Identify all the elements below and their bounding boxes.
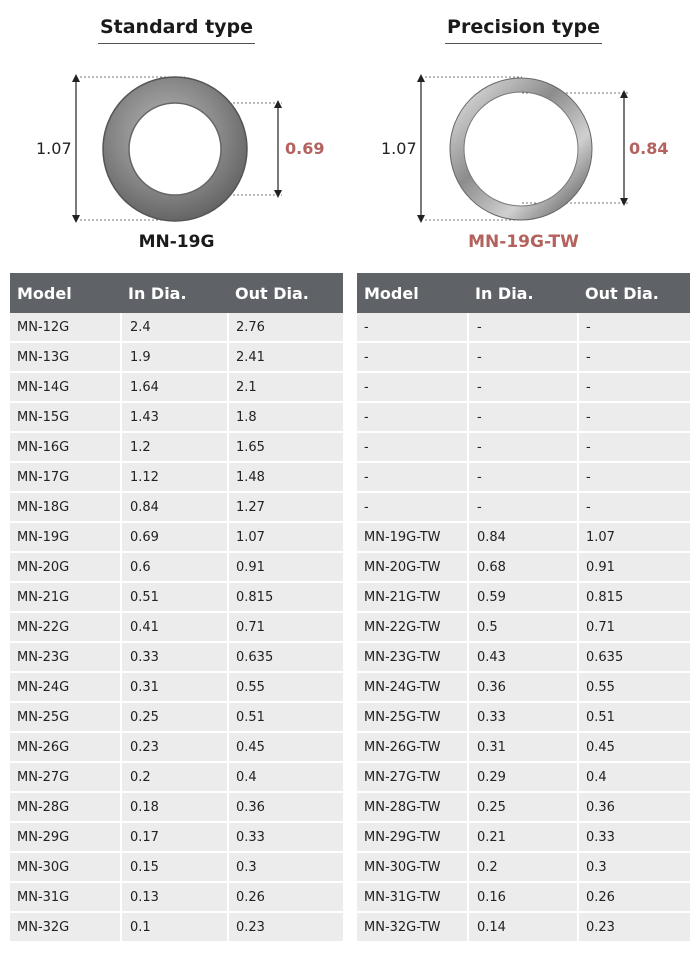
cell-in-dia: 1.2: [121, 432, 228, 462]
cell-model: MN-27G: [10, 762, 121, 792]
cell-model: MN-31G: [10, 882, 121, 912]
cell-model: MN-30G-TW: [357, 852, 468, 882]
precision-washer-figure: [357, 60, 690, 235]
header-out-dia: Out Dia.: [228, 273, 343, 313]
cell-out-dia: 0.36: [578, 792, 690, 822]
table-row: [357, 612, 690, 642]
cell-in-dia: 2.4: [121, 313, 228, 342]
table-row: [357, 372, 690, 402]
cell-in-dia: 0.25: [468, 792, 578, 822]
cell-model: MN-26G: [10, 732, 121, 762]
cell-model: MN-12G: [10, 313, 121, 342]
table-row: [10, 402, 343, 432]
cell-model: MN-18G: [10, 492, 121, 522]
standard-washer-figure: [10, 60, 343, 235]
cell-model: MN-27G-TW: [357, 762, 468, 792]
cell-out-dia: -: [578, 372, 690, 402]
table-row: [357, 432, 690, 462]
cell-in-dia: 0.43: [468, 642, 578, 672]
cell-out-dia: 0.71: [228, 612, 343, 642]
cell-out-dia: 1.27: [228, 492, 343, 522]
cell-model: MN-29G-TW: [357, 822, 468, 852]
cell-out-dia: 0.55: [578, 672, 690, 702]
cell-in-dia: 0.31: [468, 732, 578, 762]
cell-out-dia: 0.55: [228, 672, 343, 702]
cell-model: MN-15G: [10, 402, 121, 432]
cell-in-dia: 0.21: [468, 822, 578, 852]
cell-in-dia: 0.15: [121, 852, 228, 882]
cell-model: MN-17G: [10, 462, 121, 492]
precision-spec-table: [357, 273, 690, 943]
table-row: [357, 552, 690, 582]
cell-model: MN-20G: [10, 552, 121, 582]
cell-out-dia: 2.41: [228, 342, 343, 372]
cell-model: MN-31G-TW: [357, 882, 468, 912]
cell-out-dia: 2.76: [228, 313, 343, 342]
cell-in-dia: -: [468, 372, 578, 402]
cell-out-dia: 0.26: [578, 882, 690, 912]
header-in-dia: In Dia.: [468, 273, 578, 313]
cell-in-dia: 0.2: [121, 762, 228, 792]
cell-out-dia: 0.91: [578, 552, 690, 582]
cell-model: MN-23G-TW: [357, 642, 468, 672]
table-row: [357, 462, 690, 492]
cell-in-dia: 0.16: [468, 882, 578, 912]
cell-model: MN-14G: [10, 372, 121, 402]
standard-type-title: Standard type: [10, 16, 343, 44]
table-row: [357, 852, 690, 882]
precision-type-title: Precision type: [357, 16, 690, 44]
outer-diameter-label: 1.07: [381, 139, 417, 158]
cell-in-dia: 0.84: [121, 492, 228, 522]
cell-model: MN-19G-TW: [357, 522, 468, 552]
cell-model: MN-22G: [10, 612, 121, 642]
cell-out-dia: 0.4: [578, 762, 690, 792]
table-row: [357, 792, 690, 822]
table-row: [10, 672, 343, 702]
table-row: [10, 552, 343, 582]
outer-diameter-label: 1.07: [36, 139, 72, 158]
cell-out-dia: 0.33: [578, 822, 690, 852]
table-row: [357, 912, 690, 942]
table-header-row: [357, 273, 690, 313]
table-header-row: [10, 273, 343, 313]
table-row: [10, 912, 343, 942]
cell-model: MN-25G-TW: [357, 702, 468, 732]
cell-out-dia: 0.3: [578, 852, 690, 882]
cell-in-dia: -: [468, 342, 578, 372]
cell-out-dia: 0.815: [578, 582, 690, 612]
cell-model: -: [357, 372, 468, 402]
cell-model: -: [357, 462, 468, 492]
cell-in-dia: 0.33: [468, 702, 578, 732]
cell-in-dia: 0.23: [121, 732, 228, 762]
cell-in-dia: 0.1: [121, 912, 228, 942]
table-row: [357, 342, 690, 372]
cell-model: MN-30G: [10, 852, 121, 882]
cell-out-dia: 1.8: [228, 402, 343, 432]
table-row: [357, 882, 690, 912]
cell-model: MN-29G: [10, 822, 121, 852]
cell-model: MN-28G: [10, 792, 121, 822]
table-row: [10, 882, 343, 912]
cell-out-dia: 0.26: [228, 882, 343, 912]
table-row: [357, 672, 690, 702]
cell-out-dia: 0.51: [578, 702, 690, 732]
cell-in-dia: 0.69: [121, 522, 228, 552]
cell-model: MN-32G: [10, 912, 121, 942]
header-out-dia: Out Dia.: [578, 273, 690, 313]
table-row: [10, 313, 343, 342]
cell-model: -: [357, 342, 468, 372]
cell-in-dia: 0.59: [468, 582, 578, 612]
cell-model: MN-24G: [10, 672, 121, 702]
cell-out-dia: 1.07: [228, 522, 343, 552]
cell-in-dia: 0.33: [121, 642, 228, 672]
table-row: [357, 492, 690, 522]
cell-in-dia: 0.29: [468, 762, 578, 792]
cell-out-dia: 0.45: [228, 732, 343, 762]
cell-in-dia: 1.64: [121, 372, 228, 402]
cell-out-dia: 0.635: [228, 642, 343, 672]
cell-out-dia: -: [578, 492, 690, 522]
standard-model-label: MN-19G: [138, 232, 215, 252]
table-row: [10, 342, 343, 372]
cell-out-dia: 0.45: [578, 732, 690, 762]
cell-in-dia: 0.6: [121, 552, 228, 582]
header-model: Model: [357, 273, 468, 313]
table-row: [357, 402, 690, 432]
cell-out-dia: 0.635: [578, 642, 690, 672]
cell-model: MN-21G: [10, 582, 121, 612]
cell-in-dia: 0.17: [121, 822, 228, 852]
cell-out-dia: 0.33: [228, 822, 343, 852]
cell-out-dia: 0.91: [228, 552, 343, 582]
standard-spec-table: [10, 273, 343, 943]
cell-in-dia: 0.25: [121, 702, 228, 732]
cell-model: MN-23G: [10, 642, 121, 672]
cell-out-dia: -: [578, 402, 690, 432]
table-row: [357, 313, 690, 342]
cell-in-dia: -: [468, 492, 578, 522]
cell-in-dia: 1.43: [121, 402, 228, 432]
cell-model: MN-16G: [10, 432, 121, 462]
cell-in-dia: 0.13: [121, 882, 228, 912]
cell-out-dia: 1.48: [228, 462, 343, 492]
cell-in-dia: 1.12: [121, 462, 228, 492]
table-row: [10, 762, 343, 792]
cell-out-dia: -: [578, 342, 690, 372]
table-row: [357, 732, 690, 762]
cell-model: MN-26G-TW: [357, 732, 468, 762]
precision-model-label: MN-19G-TW: [468, 232, 579, 252]
table-row: [10, 702, 343, 732]
table-row: [357, 642, 690, 672]
cell-out-dia: -: [578, 432, 690, 462]
cell-model: -: [357, 432, 468, 462]
inner-diameter-label: 0.69: [285, 139, 325, 158]
cell-in-dia: 0.68: [468, 552, 578, 582]
cell-out-dia: -: [578, 462, 690, 492]
table-row: [10, 822, 343, 852]
cell-model: MN-25G: [10, 702, 121, 732]
table-row: [10, 732, 343, 762]
table-row: [357, 582, 690, 612]
cell-out-dia: 0.3: [228, 852, 343, 882]
table-row: [10, 792, 343, 822]
cell-out-dia: 0.36: [228, 792, 343, 822]
cell-model: MN-13G: [10, 342, 121, 372]
cell-model: MN-20G-TW: [357, 552, 468, 582]
cell-out-dia: 2.1: [228, 372, 343, 402]
cell-in-dia: 1.9: [121, 342, 228, 372]
table-row: [10, 432, 343, 462]
cell-in-dia: -: [468, 462, 578, 492]
header-in-dia: In Dia.: [121, 273, 228, 313]
cell-out-dia: 0.4: [228, 762, 343, 792]
cell-in-dia: 0.84: [468, 522, 578, 552]
cell-in-dia: -: [468, 402, 578, 432]
table-row: [10, 612, 343, 642]
cell-out-dia: 0.23: [228, 912, 343, 942]
inner-diameter-label: 0.84: [629, 139, 669, 158]
header-model: Model: [10, 273, 121, 313]
cell-out-dia: 0.51: [228, 702, 343, 732]
cell-model: MN-19G: [10, 522, 121, 552]
table-row: [357, 822, 690, 852]
cell-in-dia: 0.14: [468, 912, 578, 942]
cell-out-dia: 1.65: [228, 432, 343, 462]
cell-in-dia: -: [468, 432, 578, 462]
cell-out-dia: 1.07: [578, 522, 690, 552]
table-row: [10, 852, 343, 882]
cell-model: -: [357, 492, 468, 522]
table-row: [357, 522, 690, 552]
table-row: [10, 642, 343, 672]
table-row: [10, 522, 343, 552]
cell-out-dia: -: [578, 313, 690, 342]
cell-model: MN-28G-TW: [357, 792, 468, 822]
cell-out-dia: 0.71: [578, 612, 690, 642]
cell-in-dia: 0.5: [468, 612, 578, 642]
cell-model: -: [357, 313, 468, 342]
cell-model: MN-22G-TW: [357, 612, 468, 642]
cell-in-dia: 0.31: [121, 672, 228, 702]
cell-in-dia: -: [468, 313, 578, 342]
table-row: [10, 492, 343, 522]
cell-in-dia: 0.41: [121, 612, 228, 642]
cell-in-dia: 0.2: [468, 852, 578, 882]
cell-out-dia: 0.815: [228, 582, 343, 612]
table-row: [357, 762, 690, 792]
cell-model: MN-24G-TW: [357, 672, 468, 702]
cell-model: MN-32G-TW: [357, 912, 468, 942]
cell-model: MN-21G-TW: [357, 582, 468, 612]
cell-in-dia: 0.36: [468, 672, 578, 702]
cell-in-dia: 0.51: [121, 582, 228, 612]
table-row: [10, 372, 343, 402]
cell-in-dia: 0.18: [121, 792, 228, 822]
table-row: [10, 582, 343, 612]
table-row: [10, 462, 343, 492]
table-row: [357, 702, 690, 732]
cell-model: -: [357, 402, 468, 432]
cell-out-dia: 0.23: [578, 912, 690, 942]
